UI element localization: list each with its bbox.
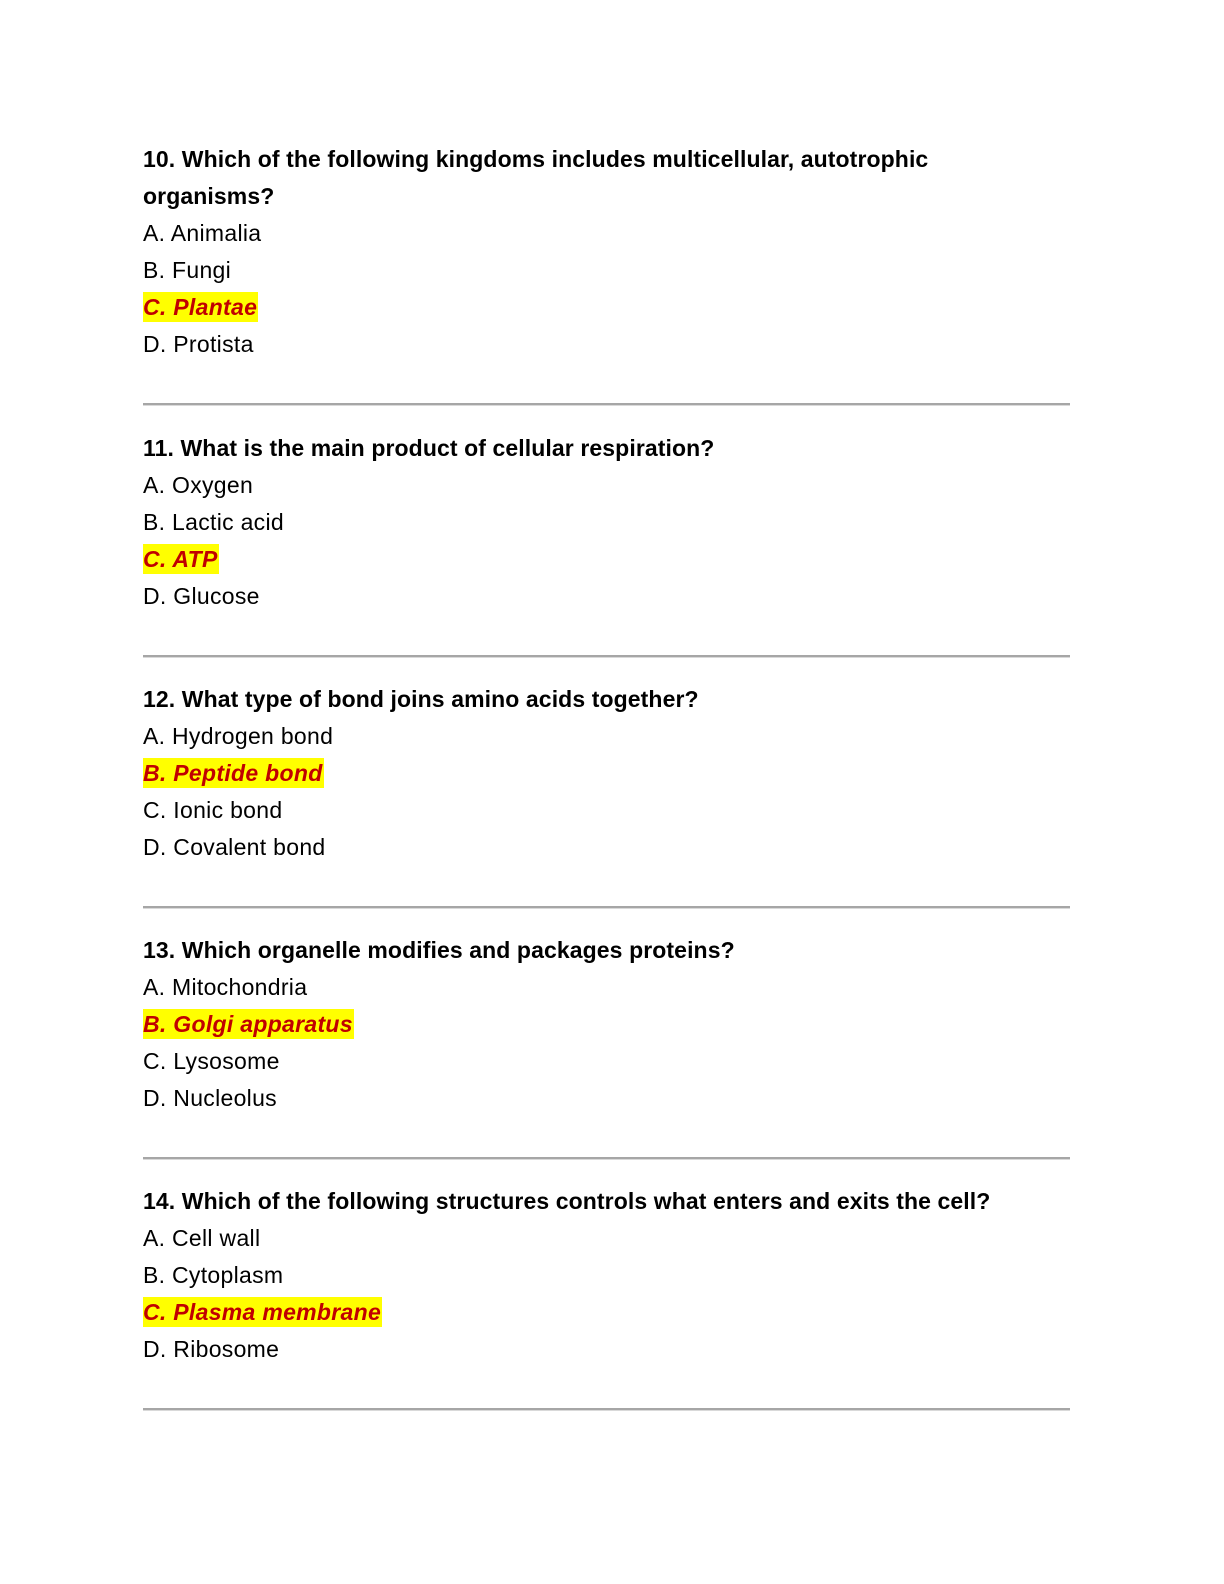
option-b: B. Fungi [143,257,232,283]
option-c-correct-answer [143,541,1070,578]
option-a: A. Oxygen [143,472,254,498]
answer-highlight: C. Plasma membrane [143,1299,382,1325]
divider-line [143,906,1070,909]
question-block-13 [143,932,1070,1183]
options-list [143,215,1070,363]
option-d: D. Covalent bond [143,834,326,860]
divider-line [143,655,1070,658]
option-a: A. Animalia [143,220,262,246]
option-d: D. Ribosome [143,1336,280,1362]
question-block-11 [143,430,1070,681]
divider-line [143,1157,1070,1160]
question-block-12 [143,681,1070,932]
options-list [143,969,1070,1117]
answer-highlight: B. Peptide bond [143,760,323,786]
question-text: 14. Which of the following structures controls what enters and exits the cell? [143,1188,991,1214]
option-a: A. Mitochondria [143,974,308,1000]
options-list [143,1220,1070,1368]
question-block-10 [143,141,1070,403]
answer-highlight: C. ATP [143,546,218,572]
quiz-page [143,141,1070,1434]
answer-highlight: B. Golgi apparatus [143,1011,353,1037]
question-text: 11. What is the main product of cellular respiration? [143,435,715,461]
options-list [143,718,1070,866]
option-b: B. Lactic acid [143,509,284,535]
option-c-correct-answer [143,289,1070,326]
question-text: 13. Which organelle modifies and packages proteins? [143,937,735,963]
option-d: D. Protista [143,331,254,357]
question-text: 12. What type of bond joins amino acids together? [143,686,699,712]
answer-highlight: C. Plantae [143,294,258,320]
option-b: B. Cytoplasm [143,1262,284,1288]
option-a: A. Hydrogen bond [143,723,334,749]
option-b-correct-answer [143,1006,1070,1043]
option-a: A. Cell wall [143,1225,261,1251]
question-text: 10. Which of the following kingdoms includes multicellular, autotrophic organisms? [143,146,929,209]
divider-line [143,403,1070,406]
option-d: D. Nucleolus [143,1085,277,1111]
option-c-correct-answer [143,1294,1070,1331]
divider-line [143,1408,1070,1411]
option-b-correct-answer [143,755,1070,792]
option-c: C. Lysosome [143,1048,280,1074]
question-block-14 [143,1183,1070,1434]
option-d: D. Glucose [143,583,260,609]
option-c: C. Ionic bond [143,797,283,823]
options-list [143,467,1070,615]
